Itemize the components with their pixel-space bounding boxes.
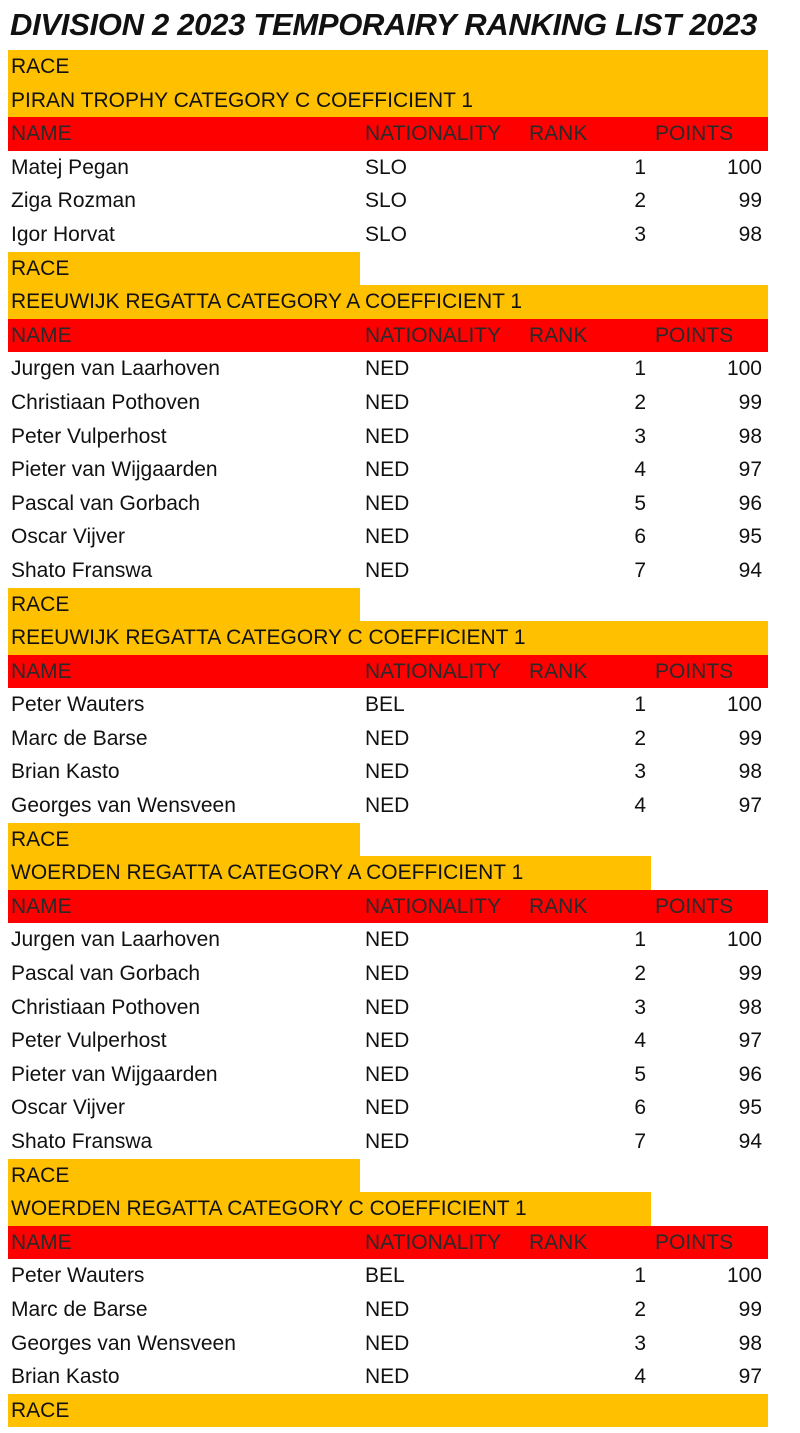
points-cell: 96 (738, 491, 762, 515)
race-label: RACE (11, 592, 70, 616)
nationality-cell: NED (365, 491, 410, 515)
points-cell: 97 (738, 1365, 762, 1389)
rank-cell: 4 (634, 1029, 646, 1053)
header-points: POINTS (655, 659, 734, 683)
column-header-row (8, 890, 768, 924)
table-row (8, 755, 768, 789)
header-rank: RANK (529, 122, 588, 146)
points-cell: 100 (726, 357, 762, 381)
column-header-row (8, 319, 768, 353)
rank-cell: 3 (634, 424, 646, 448)
points-cell: 96 (738, 1062, 762, 1086)
race-label: RACE (11, 827, 70, 851)
points-cell: 97 (738, 1029, 762, 1053)
header-name: NAME (11, 894, 72, 918)
table-row (8, 722, 768, 756)
table-row (8, 991, 768, 1025)
table-row (8, 352, 768, 386)
race-label-row (8, 252, 360, 286)
header-name: NAME (11, 122, 72, 146)
nationality-cell: NED (365, 1062, 410, 1086)
points-cell: 100 (726, 1264, 762, 1288)
points-cell: 99 (738, 1297, 762, 1321)
event-title-row (8, 1192, 651, 1226)
table-row (8, 1091, 768, 1125)
nationality-cell: NED (365, 962, 410, 986)
nationality-cell: NED (365, 995, 410, 1019)
header-name: NAME (11, 323, 72, 347)
table-row (8, 1293, 768, 1327)
rank-cell: 7 (634, 558, 646, 582)
nationality-cell: NED (365, 525, 410, 549)
table-row (8, 487, 768, 521)
athlete-name: Peter Wauters (11, 1264, 145, 1288)
ranking-table (8, 50, 768, 1427)
table-row (8, 1058, 768, 1092)
event-title-row (8, 856, 651, 890)
nationality-cell: NED (365, 794, 410, 818)
race-label-row (8, 588, 360, 622)
rank-cell: 5 (634, 1062, 646, 1086)
table-row (8, 1327, 768, 1361)
nationality-cell: BEL (365, 693, 405, 717)
points-cell: 99 (738, 726, 762, 750)
nationality-cell: NED (365, 390, 410, 414)
table-row (8, 1360, 768, 1394)
athlete-name: Pieter van Wijgaarden (11, 1062, 218, 1086)
points-cell: 99 (738, 390, 762, 414)
header-points: POINTS (655, 894, 734, 918)
header-rank: RANK (529, 894, 588, 918)
nationality-cell: NED (365, 1297, 410, 1321)
athlete-name: Peter Vulperhost (11, 1029, 167, 1053)
points-cell: 94 (738, 558, 762, 582)
nationality-cell: NED (365, 424, 410, 448)
nationality-cell: NED (365, 1365, 410, 1389)
rank-cell: 1 (634, 693, 646, 717)
table-row (8, 1024, 768, 1058)
header-name: NAME (11, 659, 72, 683)
athlete-name: Ziga Rozman (11, 189, 136, 213)
rank-cell: 3 (634, 995, 646, 1019)
athlete-name: Marc de Barse (11, 726, 148, 750)
points-cell: 97 (738, 794, 762, 818)
rank-cell: 6 (634, 525, 646, 549)
rank-cell: 2 (634, 189, 646, 213)
points-cell: 95 (738, 1096, 762, 1120)
rank-cell: 7 (634, 1130, 646, 1153)
header-rank: RANK (529, 323, 588, 347)
athlete-name: Christiaan Pothoven (11, 390, 201, 414)
nationality-cell: NED (365, 558, 410, 582)
header-nationality: NATIONALITY (365, 659, 502, 683)
athlete-name: Peter Vulperhost (11, 424, 167, 448)
table-row (8, 923, 768, 957)
athlete-name: Georges van Wensveen (11, 794, 236, 818)
points-cell: 98 (738, 424, 762, 448)
points-cell: 94 (738, 1130, 762, 1153)
race-label: RACE (11, 256, 70, 280)
event-title: PIRAN TROPHY CATEGORY C COEFFICIENT 1 (11, 88, 474, 112)
page-title: DIVISION 2 2023 TEMPORAIRY RANKING LIST 2023 (10, 7, 758, 42)
points-cell: 98 (738, 760, 762, 784)
points-cell: 99 (738, 189, 762, 213)
points-cell: 98 (738, 995, 762, 1019)
athlete-name: Jurgen van Laarhoven (11, 928, 220, 952)
points-cell: 98 (738, 222, 762, 246)
event-title-row (8, 285, 768, 319)
athlete-name: Georges van Wensveen (11, 1331, 236, 1355)
header-points: POINTS (655, 1230, 734, 1254)
nationality-cell: SLO (365, 155, 408, 179)
points-cell: 100 (726, 155, 762, 179)
table-row (8, 420, 768, 454)
points-cell: 100 (726, 928, 762, 952)
table-row (8, 151, 768, 185)
rank-cell: 4 (634, 458, 646, 482)
rank-cell: 2 (634, 1297, 646, 1321)
table-row (8, 1125, 768, 1159)
header-nationality: NATIONALITY (365, 122, 502, 146)
rank-cell: 3 (634, 222, 646, 246)
table-row (8, 184, 768, 218)
nationality-cell: NED (365, 726, 410, 750)
athlete-name: Igor Horvat (11, 222, 115, 246)
column-header-row (8, 117, 768, 151)
points-cell: 99 (738, 962, 762, 986)
header-points: POINTS (655, 323, 734, 347)
nationality-cell: BEL (365, 1264, 405, 1288)
nationality-cell: NED (365, 357, 410, 381)
race-label-row (8, 823, 360, 857)
table-row (8, 520, 768, 554)
athlete-name: Peter Wauters (11, 693, 145, 717)
event-title: REEUWIJK REGATTA CATEGORY C COEFFICIENT 1 (11, 626, 526, 650)
header-name: NAME (11, 1230, 72, 1254)
athlete-name: Marc de Barse (11, 1297, 148, 1321)
rank-cell: 2 (634, 726, 646, 750)
athlete-name: Pieter van Wijgaarden (11, 458, 218, 482)
table-row (8, 218, 768, 252)
rank-cell: 2 (634, 962, 646, 986)
header-nationality: NATIONALITY (365, 323, 502, 347)
points-cell: 98 (738, 1331, 762, 1355)
athlete-name: Jurgen van Laarhoven (11, 357, 220, 381)
table-row (8, 386, 768, 420)
rank-cell: 3 (634, 1331, 646, 1355)
rank-cell: 1 (634, 928, 646, 952)
athlete-name: Christiaan Pothoven (11, 995, 201, 1019)
header-rank: RANK (529, 1230, 588, 1254)
race-label: RACE (11, 55, 70, 78)
table-row (8, 554, 768, 588)
nationality-cell: SLO (365, 222, 408, 246)
athlete-name: Brian Kasto (11, 760, 120, 784)
athlete-name: Shato Franswa (11, 558, 153, 582)
athlete-name: Oscar Vijver (11, 525, 125, 549)
nationality-cell: NED (365, 760, 410, 784)
rank-cell: 6 (634, 1096, 646, 1120)
header-nationality: NATIONALITY (365, 894, 502, 918)
athlete-name: Pascal van Gorbach (11, 962, 201, 986)
table-row (8, 453, 768, 487)
race-label-row (8, 50, 768, 84)
header-points: POINTS (655, 122, 734, 146)
athlete-name: Oscar Vijver (11, 1096, 125, 1120)
rank-cell: 2 (634, 390, 646, 414)
event-title: WOERDEN REGATTA CATEGORY A COEFFICIENT 1 (11, 861, 524, 885)
nationality-cell: NED (365, 1331, 410, 1355)
nationality-cell: NED (365, 458, 410, 482)
event-title-row (8, 84, 768, 118)
rank-cell: 4 (634, 1365, 646, 1389)
athlete-name: Shato Franswa (11, 1130, 153, 1153)
rank-cell: 5 (634, 491, 646, 515)
athlete-name: Pascal van Gorbach (11, 491, 201, 515)
race-label: RACE (11, 1398, 70, 1422)
rank-cell: 1 (634, 155, 646, 179)
column-header-row (8, 1226, 768, 1260)
rank-cell: 3 (634, 760, 646, 784)
header-nationality: NATIONALITY (365, 1230, 502, 1254)
nationality-cell: NED (365, 928, 410, 952)
column-header-row (8, 655, 768, 689)
points-cell: 100 (726, 693, 762, 717)
points-cell: 97 (738, 458, 762, 482)
rank-cell: 1 (634, 357, 646, 381)
event-title: REEUWIJK REGATTA CATEGORY A COEFFICIENT 1 (11, 290, 523, 314)
event-title-row (8, 621, 768, 655)
table-row (8, 789, 768, 823)
rank-cell: 1 (634, 1264, 646, 1288)
athlete-name: Matej Pegan (11, 155, 129, 179)
race-label-row (8, 1394, 768, 1428)
nationality-cell: NED (365, 1096, 410, 1120)
race-label: RACE (11, 1163, 70, 1187)
table-row (8, 688, 768, 722)
header-rank: RANK (529, 659, 588, 683)
table-row (8, 1259, 768, 1293)
athlete-name: Brian Kasto (11, 1365, 120, 1389)
nationality-cell: NED (365, 1029, 410, 1053)
rank-cell: 4 (634, 794, 646, 818)
race-label-row (8, 1159, 360, 1193)
table-row (8, 957, 768, 991)
nationality-cell: NED (365, 1130, 410, 1153)
event-title: WOERDEN REGATTA CATEGORY C COEFFICIENT 1 (11, 1197, 527, 1221)
nationality-cell: SLO (365, 189, 408, 213)
points-cell: 95 (738, 525, 762, 549)
